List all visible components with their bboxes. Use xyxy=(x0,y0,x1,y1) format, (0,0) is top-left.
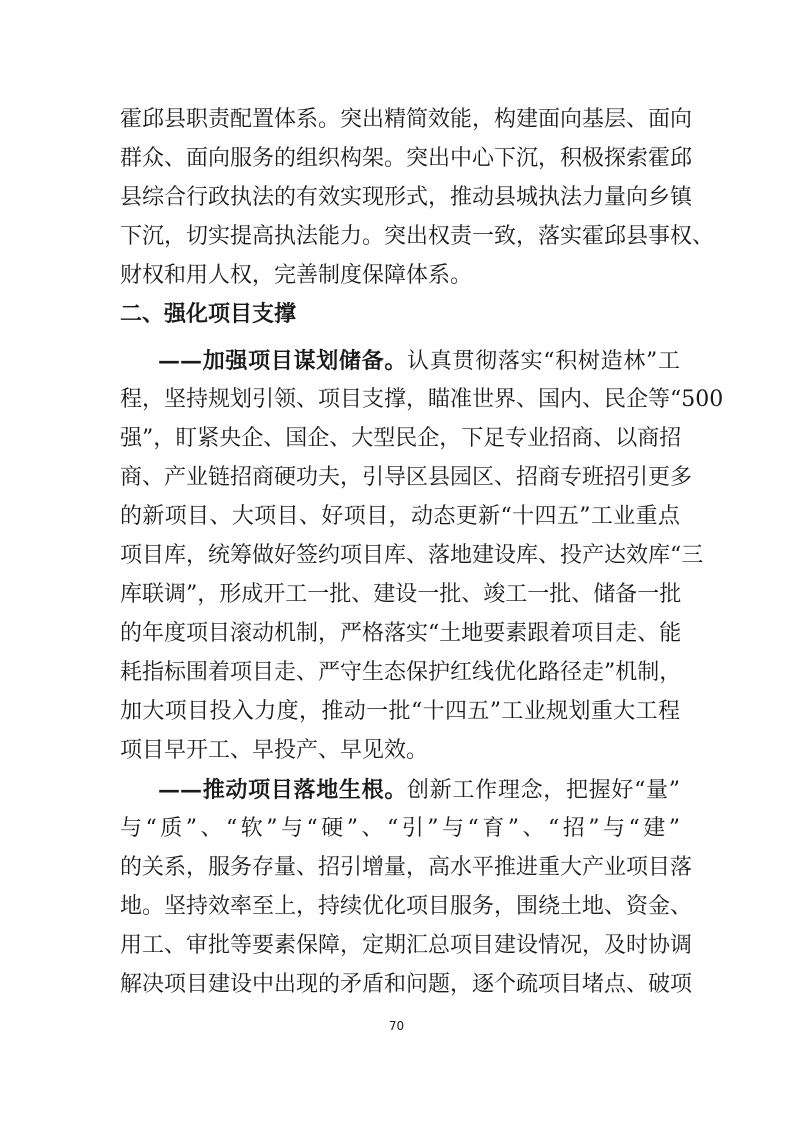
paragraph-2-line-3: 强”，盯紧央企、国企、大型民企，下足专业招商、以商招 xyxy=(120,426,682,451)
page-number: 70 xyxy=(388,1019,405,1033)
paragraph-2-line-4: 商、产业链招商硬功夫，引导区县园区、招商专班招引更多 xyxy=(120,465,693,490)
paragraph-3-line-4: 地。坚持效率至上，持续优化项目服务，围绕土地、资金、 xyxy=(120,894,693,919)
paragraph-3-lead: ——推动项目落地生根。 xyxy=(158,777,408,803)
paragraph-3-line-6: 解决项目建设中出现的矛盾和问题，逐个疏项目堵点、破项 xyxy=(120,972,693,997)
paragraph-2-first-line-rest: 认真贯彻落实“积树造林”工 xyxy=(407,349,680,374)
paragraph-1-line-3: 县综合行政执法的有效实现形式，推动县城执法力量向乡镇 xyxy=(120,185,693,210)
paragraph-1-line-5: 财权和用人权，完善制度保障体系。 xyxy=(120,263,473,288)
paragraph-3-first-line-rest: 创新工作理念，把握好“量” xyxy=(407,778,680,803)
paragraph-2-line-1 xyxy=(158,346,680,377)
paragraph-2-lead: ——加强项目谋划储备。 xyxy=(158,348,408,374)
paragraph-3-line-2: 与“质”、“软”与“硬”、“引”与“育”、“招”与“建” xyxy=(120,816,680,841)
paragraph-2-line-9: 耗指标围着项目走、严守生态保护红线优化路径走”机制， xyxy=(120,660,682,685)
paragraph-3-line-3: 的关系，服务存量、招引增量，高水平推进重大产业项目落 xyxy=(120,855,693,880)
paragraph-2-line-6: 项目库，统筹做好签约项目库、落地建设库、投产达效库“三 xyxy=(120,543,704,568)
paragraph-1-line-2: 群众、面向服务的组织构架。突出中心下沉，积极探索霍邱 xyxy=(120,146,693,171)
paragraph-2-line-7: 库联调”，形成开工一批、建设一批、竣工一批、储备一批 xyxy=(120,582,682,607)
section-heading: 二、强化项目支撑 xyxy=(120,302,297,327)
paragraph-2-line-2: 程，坚持规划引领、项目支撑，瞄准世界、国内、民企等“500 xyxy=(120,387,724,412)
paragraph-2-line-10: 加大项目投入力度，推动一批“十四五”工业规划重大工程 xyxy=(120,699,680,724)
paragraph-2-line-5: 的新项目、大项目、好项目，动态更新“十四五”工业重点 xyxy=(120,504,680,529)
paragraph-3-line-5: 用工、审批等要素保障，定期汇总项目建设情况，及时协调 xyxy=(120,933,693,958)
paragraph-1-line-1: 霍邱县职责配置体系。突出精简效能，构建面向基层、面向 xyxy=(120,107,693,132)
paragraph-2-line-11: 项目早开工、早投产、早见效。 xyxy=(120,738,429,763)
paragraph-1-line-4: 下沉，切实提高执法能力。突出权责一致，落实霍邱县事权、 xyxy=(120,224,715,249)
paragraph-2-line-8: 的年度项目滚动机制，严格落实“土地要素跟着项目走、能 xyxy=(120,621,682,646)
paragraph-3-line-1 xyxy=(158,775,680,806)
